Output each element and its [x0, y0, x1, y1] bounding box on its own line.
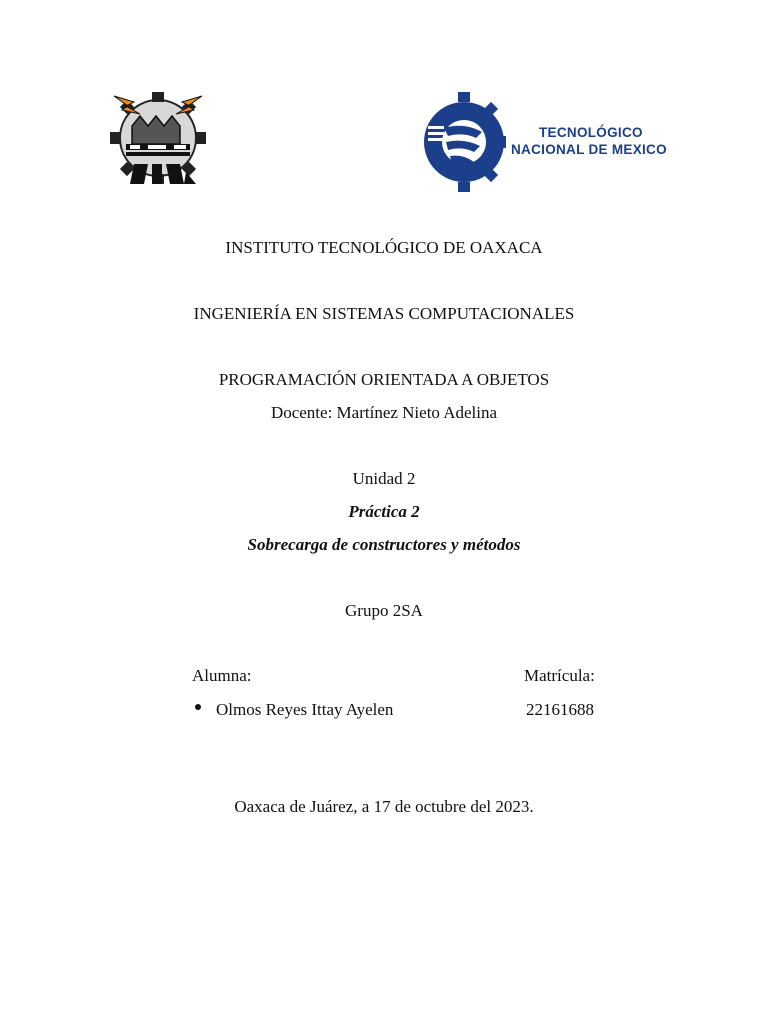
teacher-name: Docente: Martínez Nieto Adelina	[270, 403, 498, 422]
practice-subtitle: Sobrecarga de constructores y métodos	[247, 535, 521, 554]
group-label: Grupo 2SA	[345, 601, 423, 620]
institute-name: INSTITUTO TECNOLÓGICO DE OAXACA	[225, 238, 543, 257]
student-heading: Alumna:	[192, 666, 252, 685]
unit-label: Unidad 2	[352, 469, 416, 488]
practice-title: Práctica 2	[348, 502, 420, 521]
list-bullet	[195, 704, 201, 710]
student-id: 22161688	[526, 700, 594, 719]
tecnm-line-2: NACIONAL DE MEXICO	[511, 142, 667, 157]
instituto-tecnologico-oaxaca-logo	[104, 88, 212, 196]
student-name: Olmos Reyes Ittay Ayelen	[216, 700, 394, 719]
subject-name: PROGRAMACIÓN ORIENTADA A OBJETOS	[218, 370, 550, 389]
place-date: Oaxaca de Juárez, a 17 de octubre del 2023.	[234, 797, 534, 816]
tecnm-line-1: TECNOLÓGICO	[539, 125, 643, 140]
id-heading: Matrícula:	[524, 666, 595, 685]
career-name: INGENIERÍA EN SISTEMAS COMPUTACIONALES	[193, 304, 575, 323]
tecnm-logo-text	[511, 124, 667, 158]
